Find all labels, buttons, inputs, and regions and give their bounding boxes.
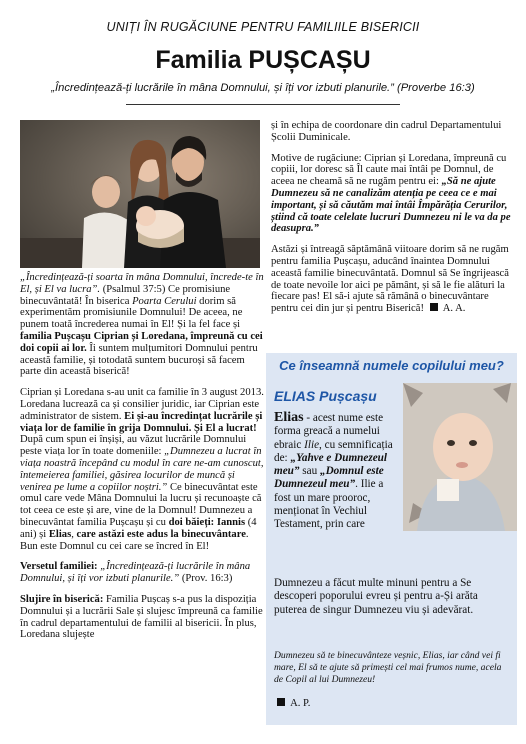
verse-reference: (Prov. 16:3) <box>179 573 233 585</box>
square-bullet-icon <box>430 303 438 311</box>
meaning-connector: sau <box>299 465 320 478</box>
left-column <box>20 272 264 650</box>
baby-photo <box>403 383 517 531</box>
verse-label: Versetul familiei: <box>20 561 98 573</box>
service-label: Slujire în biserică: <box>20 593 104 605</box>
service-continued: și în echipa de coordonare din cadrul Departamentului Școlii Duminicale. <box>271 120 502 143</box>
weekly-prayer-text: Astăzi și întreagă săptămână viitoare dorim să ne rugăm pentru familia Pușcașu, aducând înaintea Domnului această familie binecuvântată. Domnul să Se îngrijească de toate nevoile lor aici pe pământ, și să le fie alături la fiecare pas! El să-i ajute să rămână o binecuvântare pentru cei din jur și pentru Biserică! <box>271 244 509 315</box>
verse-text: „Încredințează-ți lucrările în mâna Domnului, și îți vor izbuti planurile.” <box>20 561 251 585</box>
author-signature: A. A. <box>442 303 466 315</box>
name-emphasis: Elias <box>274 410 304 425</box>
meaning-text-a: - acest nume este forma greacă a numelui ebraic <box>274 412 384 451</box>
service-text: Familia Pușcaș s-a pus la dispoziția Domnului și a lucrării Sale și slujesc împreună ca familie în cadrul departamentului de familii al bisericii. În plus, Loredana slujește <box>20 593 263 641</box>
story-text-e: . Bun este Domnul cu cei care se încred în El! <box>20 528 249 552</box>
box-signature <box>274 698 310 709</box>
child-elias: Elias <box>48 528 72 540</box>
intro-text-a: Ce promisiune binecuvântată! În biserica <box>20 283 231 307</box>
name-meaning-continued: Dumnezeu a făcut multe minuni pentru a Se descoperi poporului evreu și pentru a-Și arăta puterea de singur Dumnezeu viu și adevărat. <box>274 577 478 616</box>
story-text-b: După cum spun ei înșiși, au văzut lucrările Domnului peste viața lor în toate domeniile: <box>20 434 247 458</box>
church-name: Poarta Cerului <box>132 295 197 307</box>
family-testimony: „Dumnezeu a lucrat în viața noastră începând cu modul în care ne-am cunoscut, întemeierea familiei, găsirea locurilor de muncă și venirea pe lume a copiilor noștri.” <box>20 446 264 493</box>
child-blessing: Dumnezeu să te binecuvânteze veșnic, Elias, iar când vei fi mare, El să te ajute să primești cel mai frumos nume, acela de Copil al lui Dumnezeu! <box>274 650 502 685</box>
psalm-reference: (Psalmul 37:5) <box>102 283 166 295</box>
prayer-reasons <box>271 153 515 236</box>
box-question: Ce înseamnă numele copilului meu? <box>279 358 504 373</box>
family-verse <box>20 561 264 585</box>
header-divider <box>126 104 400 105</box>
box-author: A. P. <box>290 698 311 709</box>
hebrew-name: Ilie <box>304 438 320 451</box>
meaning-text-b: , cu semnificația de: <box>274 438 393 464</box>
family-photo-illustration <box>20 120 260 268</box>
church-service <box>20 594 264 641</box>
story-text-a: Ciprian și Loredana s-au unit ca familie în 3 august 2013. Loredana lucrează ca și consilier juridic, iar Ciprian este administrator de sistem. <box>20 387 264 422</box>
family-photo <box>20 120 260 268</box>
prayer-text: Motive de rugăciune: Ciprian și Loredana, împreună cu copiii, lor doresc să Îl caute mai întâi pe Domnul, de aceea ne cheamă să ne rugăm pentru ei: <box>271 152 507 188</box>
family-members: familia Pușcașu Ciprian și Loredana, împreună cu cei doi copii ai lor. <box>20 330 263 354</box>
intro-text-b: dorim să experimentăm promisiunile Domnului! De aceea, ne punem toată încrederea numai în El! Și la fel face și <box>20 295 243 331</box>
prayer-request: „Să ne ajute Dumnezeu să ne canalizăm atenția pe ceea ce e mai important, și să căutăm mai întâi Împărăția Cerurilor, știind că toate celelate lucruri Dumnezeu ni le va da pe deasupra.” <box>271 176 511 235</box>
children-names: doi băieți: Iannis <box>168 516 246 528</box>
page-title: Familia PUȘCAȘU <box>155 46 371 74</box>
intro-text-c: Îi suntem mulțumitori Domnului pentru această familie, și totodată suntem bucuroși să facem parte din această biserică! <box>20 342 258 378</box>
story-bold: Ei și-au încredințat lucrările și viața lor de familie în grija Domnului. Și El a lucrat! <box>20 410 263 434</box>
meaning-one: „Yahve e Dumnezeul meu” <box>274 451 388 478</box>
meaning-text-d: . Ilie a fost un mare prooroc, menționat în Vechiul Testament, prin care <box>274 478 384 531</box>
child-age: (4 ani) și <box>20 516 257 540</box>
family-motto: „Încredințează-ți lucrările în mâna Domnului, și îți vor izbuti planurile.” (Proverbe 16:3) <box>51 82 475 94</box>
psalm-quote: „Încredințează-ți soarta în mâna Domnului, încrede-te în El, și El va lucra”. <box>20 272 264 295</box>
square-bullet-icon <box>277 698 285 706</box>
story-text-c: Ce binecuvântat este omul care vede Mâna Domnului la lucru și recunoaște că tot ceea ce este și are, vine de la Domnul! Dumnezeu a binecuvântat familia Pușcașu și cu <box>20 481 262 528</box>
story-paragraph <box>20 387 264 552</box>
name-meaning-box <box>266 353 517 725</box>
intro-paragraph <box>20 272 264 378</box>
blessing-note: care astăzi este adus la binecuvântare <box>76 528 246 540</box>
child-full-name: ELIAS Pușcașu <box>274 388 377 404</box>
name-meaning-text <box>274 411 400 532</box>
right-column <box>271 120 515 324</box>
page-kicker: UNIȚI ÎN RUGĂCIUNE PENTRU FAMILIILE BISERICII <box>106 20 420 34</box>
story-comma: , <box>71 528 77 540</box>
baby-photo-illustration <box>403 383 517 531</box>
weekly-prayer <box>271 244 515 315</box>
meaning-two: „Domnul este Dumnezeul meu” <box>274 465 384 491</box>
